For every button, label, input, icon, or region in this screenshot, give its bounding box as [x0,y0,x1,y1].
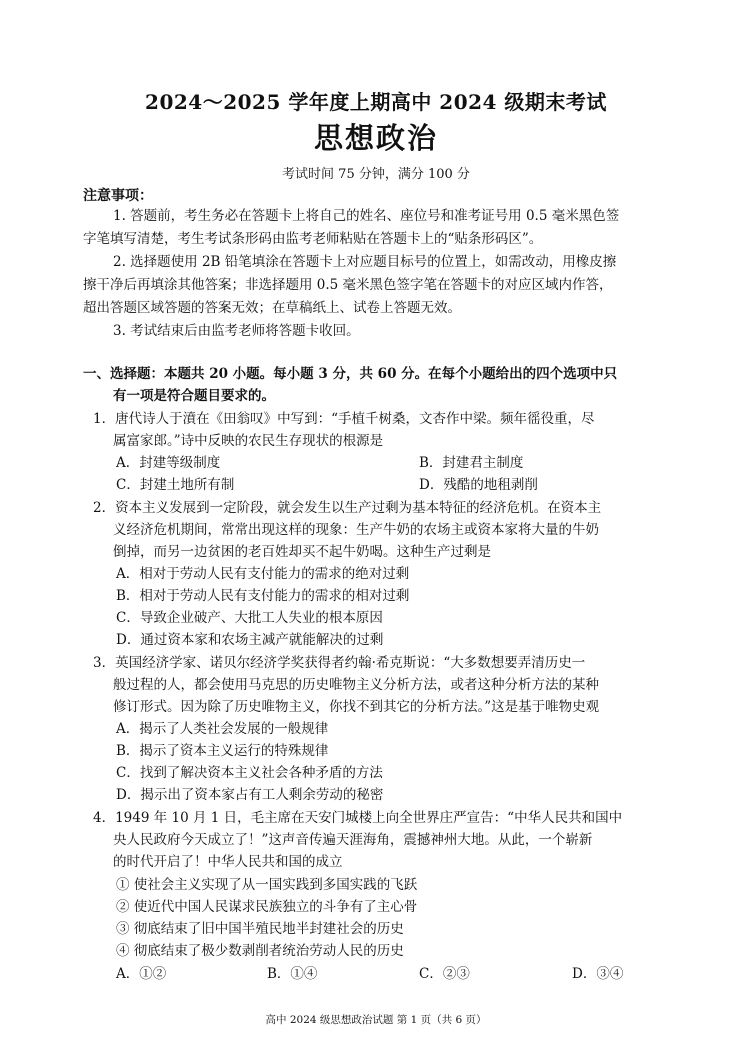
section-heading: 一、选择题：本题共 20 小题。每小题 3 分，共 60 分。在每个小题给出的四个选项中只 [83,366,618,382]
notice-line: 超出答题区域答题的答案无效；在草稿纸上、试卷上答题无效。 [83,300,461,316]
question-1-option-b: B．封建君主制度 [419,455,524,471]
question-2-option-c: C．导致企业破产、大批工人失业的根本原因 [116,610,383,626]
question-4-statement-1: ① 使社会主义实现了从一国实践到多国实践的飞跃 [116,877,418,893]
question-3-option-d: D．揭示出了资本家占有工人剩余劳动的秘密 [116,787,384,803]
notice-line: 擦干净后再填涂其他答案；非选择题用 0.5 毫米黑色签字笔在答题卡的对应区域内作答， [83,277,613,293]
question-4-option-b: B．①④ [267,966,318,982]
subject-title: 思想政治 [313,121,438,155]
question-4-stem: 央人民政府今天成立了！”这声音传遍天涯海角，震撼神州大地。从此，一个崭新 [113,832,593,848]
question-4-stem: 的时代开启了！中华人民共和国的成立 [113,854,343,870]
question-4-statement-2: ② 使近代中国人民谋求民族独立的斗争有了主心骨 [116,899,418,915]
notice-line: 3. 考试结束后由监考老师将答题卡收回。 [113,323,360,339]
notice-line: 1. 答题前，考生务必在答题卡上将自己的姓名、座位号和准考证号用 0.5 毫米黑色签 [113,208,620,224]
question-1-option-d: D．残酷的地租剥削 [419,477,538,493]
question-3-stem: 般过程的人，都会使用马克思的历史唯物主义分析方法，或者这种分析方法的某种 [113,677,599,693]
question-3-option-c: C．找到了解决资本主义社会各种矛盾的方法 [116,765,383,781]
question-1-stem: 1．唐代诗人于濆在《田翁叹》中写到：“手植千树桑，文杏作中梁。频年徭役重，尽 [93,411,595,427]
notice-line: 2. 选择题使用 2B 铅笔填涂在答题卡上对应题目标号的位置上，如需改动，用橡皮擦 [113,254,617,270]
notice-line: 字笔填写清楚，考生考试条形码由监考老师粘贴在答题卡上的“贴条形码区”。 [83,231,543,247]
question-4-option-c: C．②③ [419,966,470,982]
question-4-statement-4: ④ 彻底结束了极少数剥削者统治劳动人民的历史 [116,943,404,959]
question-3-option-b: B．揭示了资本主义运行的特殊规律 [116,743,329,759]
page-footer: 高中 2024 级思想政治试题 第 1 页（共 6 页） [265,1014,487,1026]
question-2-option-d: D．通过资本家和农场主减产就能解决的过剩 [116,632,384,648]
exam-title: 2024～2025 学年度上期高中 2024 级期末考试 [145,90,607,114]
question-3-stem: 修订形式。因为除了历史唯物主义，你找不到其它的分析方法。”这是基于唯物史观 [113,699,600,715]
question-4-stem: 4．1949 年 10 月 1 日，毛主席在天安门城楼上向全世界庄严宣告：“中华人民共和国中 [93,810,623,826]
notice-title: 注意事项： [83,188,153,204]
question-1-option-a: A．封建等级制度 [116,455,221,471]
question-3-stem: 3．英国经济学家、诺贝尔经济学奖获得者约翰·希克斯说：“大多数想要弄清历史一 [93,655,586,671]
question-1-option-c: C．封建土地所有制 [116,477,235,493]
question-4-option-a: A．①② [116,966,167,982]
question-2-option-b: B．相对于劳动人民有支付能力的需求的相对过剩 [116,588,410,604]
question-3-option-a: A．揭示了人类社会发展的一般规律 [116,721,329,737]
question-1-stem: 属富家郎。”诗中反映的农民生存现状的根源是 [113,433,384,449]
question-2-stem: 倒掉，而另一边贫困的老百姓却买不起牛奶喝。这种生产过剩是 [113,544,491,560]
question-2-stem: 2．资本主义发展到一定阶段，就会发生以生产过剩为基本特征的经济危机。在资本主 [93,500,602,516]
question-2-option-a: A．相对于劳动人民有支付能力的需求的绝对过剩 [116,566,410,582]
question-2-stem: 义经济危机期间，常常出现这样的现象：生产牛奶的农场主或资本家将大量的牛奶 [113,522,599,538]
exam-info: 考试时间 75 分钟，满分 100 分 [282,167,470,182]
section-heading-cont: 有一项是符合题目要求的。 [113,388,275,404]
question-4-statement-3: ③ 彻底结束了旧中国半殖民地半封建社会的历史 [116,921,404,937]
question-4-option-d: D．③④ [572,966,624,982]
